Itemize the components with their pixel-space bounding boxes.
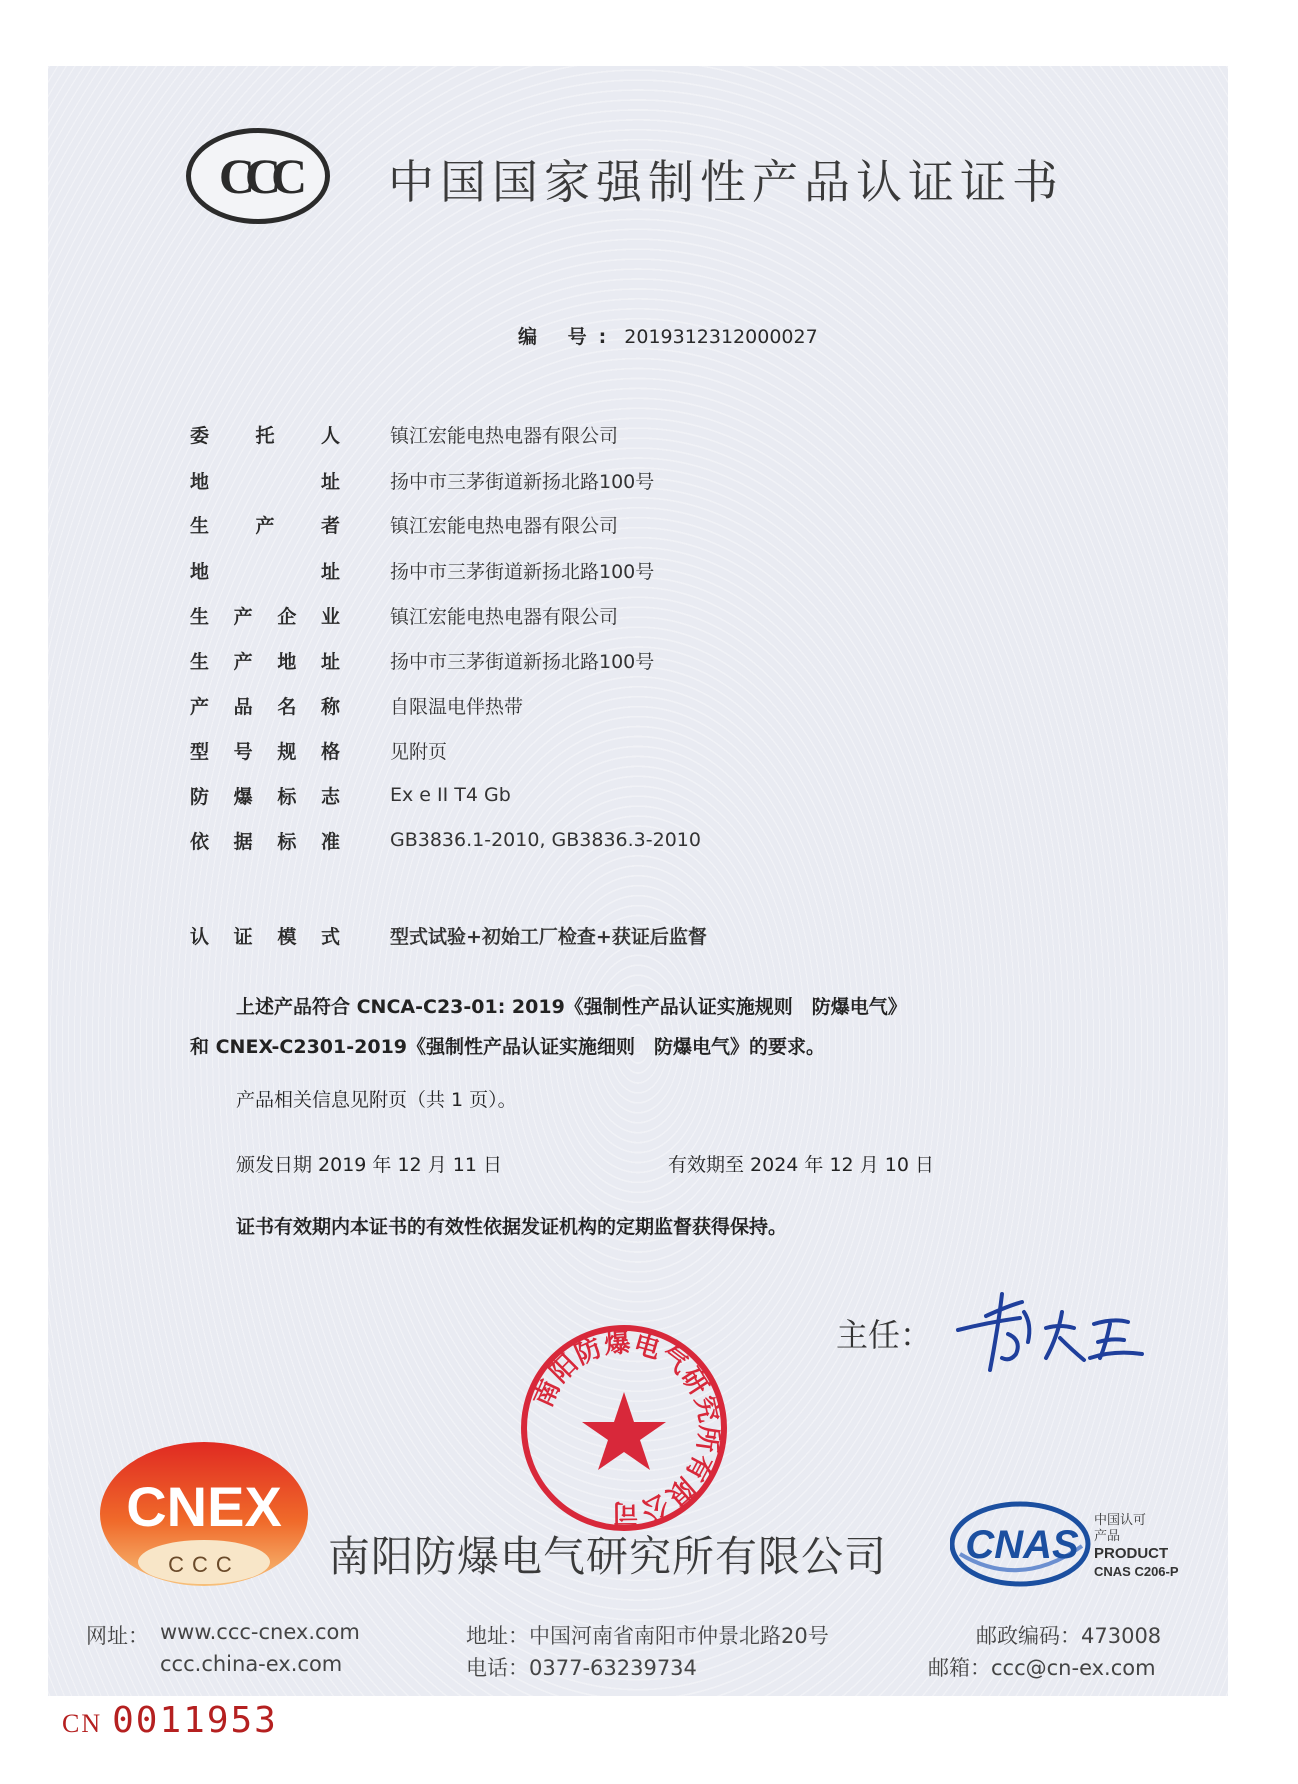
field-value: 扬中市三茅街道新扬北路100号 xyxy=(390,470,655,493)
certification-mode-row xyxy=(190,920,707,950)
cnas-cn-text-2: 产品 xyxy=(1094,1529,1121,1544)
field-value: 自限温电伴热带 xyxy=(390,695,524,718)
validity-note: 证书有效期内本证书的有效性依据发证机构的定期监督获得保持。 xyxy=(236,1216,788,1238)
field-label-char: 称 xyxy=(320,695,340,718)
field-value: 扬中市三茅街道新扬北路100号 xyxy=(390,650,655,673)
field-label xyxy=(190,737,340,764)
certificate-field-row xyxy=(190,825,701,855)
certificate-serial-number xyxy=(62,1700,278,1741)
compliance-statement-line1: 上述产品符合 CNCA-C23-01: 2019《强制性产品认证实施规则 防爆电气》 xyxy=(236,996,907,1018)
attachment-note: 产品相关信息见附页（共 1 页）。 xyxy=(236,1089,517,1111)
field-label-char: 品 xyxy=(233,695,253,718)
website-link-2[interactable]: ccc.china-ex.com xyxy=(160,1652,343,1676)
issuer-company-name: 南阳防爆电气研究所有限公司 xyxy=(328,1532,888,1581)
certificate-number-label: 编 号: xyxy=(518,326,619,348)
director-signature xyxy=(950,1288,1150,1378)
cnas-logo-text: CNAS xyxy=(965,1523,1079,1567)
cnex-logo xyxy=(98,1440,310,1588)
certificate-field-row xyxy=(190,555,654,585)
field-label-char: 址 xyxy=(320,650,340,673)
certification-mode-value: 型式试验+初始工厂检查+获证后监督 xyxy=(390,925,707,948)
field-label-char: 地 xyxy=(277,650,297,673)
certificate-field-row xyxy=(190,465,654,495)
issuer-address: 地址：中国河南省南阳市仲景北路20号 xyxy=(466,1624,829,1648)
field-label-char: 标 xyxy=(277,830,297,853)
field-label-char: 爆 xyxy=(233,785,253,808)
field-label xyxy=(190,557,340,584)
field-label-char: 号 xyxy=(233,740,253,763)
official-seal xyxy=(516,1320,732,1536)
cnas-product-text: PRODUCT xyxy=(1094,1545,1169,1562)
field-label xyxy=(190,647,340,674)
serial-prefix: CN xyxy=(62,1709,103,1738)
certificate-number-value: 2019312312000027 xyxy=(624,326,818,348)
website-link-1[interactable]: www.ccc-cnex.com xyxy=(160,1620,360,1644)
field-label-char: 志 xyxy=(320,785,340,808)
field-label-char: 规 xyxy=(277,740,297,763)
cnas-code-text: CNAS C206-P xyxy=(1094,1564,1179,1579)
field-label-char: 委 xyxy=(190,424,210,447)
field-label-char: 依 xyxy=(190,830,210,853)
field-label-char: 址 xyxy=(320,560,340,583)
field-value: 镇江宏能电热电器有限公司 xyxy=(390,424,619,447)
field-label-char: 防 xyxy=(190,785,210,808)
field-value: 见附页 xyxy=(390,740,448,763)
field-label xyxy=(190,827,340,854)
field-label-char: 生 xyxy=(190,650,210,673)
field-label-char: 名 xyxy=(277,695,297,718)
field-label-char: 地 xyxy=(190,560,210,583)
field-label xyxy=(190,602,340,629)
issue-date: 颁发日期 2019 年 12 月 11 日 xyxy=(236,1154,502,1176)
issuer-phone: 电话：0377-63239734 xyxy=(466,1656,697,1680)
certificate-title: 中国国家强制性产品认证证书 xyxy=(388,155,1064,209)
issuer-email[interactable]: 邮箱：ccc@cn-ex.com xyxy=(928,1656,1156,1680)
director-label: 主任： xyxy=(836,1316,933,1354)
field-label-char: 据 xyxy=(233,830,253,853)
field-label-char: 生 xyxy=(190,605,210,628)
serial-number: 0011953 xyxy=(112,1700,278,1741)
field-label-char: 业 xyxy=(320,605,340,628)
field-label-char: 模 xyxy=(277,925,297,948)
certificate-field-row xyxy=(190,735,447,765)
issuer-postcode: 邮政编码：473008 xyxy=(976,1624,1162,1648)
field-label xyxy=(190,782,340,809)
seal-text: 南阳防爆电气研究所有限公司 xyxy=(528,1328,724,1528)
cnas-accreditation-logo xyxy=(950,1494,1190,1594)
field-label-char: 企 xyxy=(277,605,297,628)
certificate-field-row xyxy=(190,419,618,449)
field-label-char: 标 xyxy=(277,785,297,808)
compliance-statement-line2: 和 CNEX-C2301-2019《强制性产品认证实施细则 防爆电气》的要求。 xyxy=(190,1036,826,1058)
field-value: GB3836.1-2010, GB3836.3-2010 xyxy=(390,829,701,851)
field-label-char: 产 xyxy=(233,650,253,673)
field-label-char: 人 xyxy=(320,424,340,447)
field-label-char: 证 xyxy=(233,925,253,948)
certificate-field-row xyxy=(190,780,511,810)
certificate-field-row xyxy=(190,690,523,720)
field-value: 镇江宏能电热电器有限公司 xyxy=(390,605,619,628)
certificate-number xyxy=(518,322,818,349)
field-label-char: 准 xyxy=(320,830,340,853)
ccc-mark-logo: CCC xyxy=(186,128,330,224)
certificate-field-row xyxy=(190,645,654,675)
certification-mode-label xyxy=(190,922,340,949)
field-value: 镇江宏能电热电器有限公司 xyxy=(390,514,619,537)
field-label-char: 地 xyxy=(190,470,210,493)
website-label: 网址： xyxy=(86,1624,149,1648)
field-label-char: 产 xyxy=(190,695,210,718)
certificate-field-row xyxy=(190,600,618,630)
cnex-logo-text: CNEX xyxy=(126,1475,282,1538)
field-label-char: 式 xyxy=(320,925,340,948)
field-label-char: 址 xyxy=(320,470,340,493)
field-label xyxy=(190,692,340,719)
cnex-logo-subtext: CCC xyxy=(168,1552,240,1577)
field-value: 扬中市三茅街道新扬北路100号 xyxy=(390,560,655,583)
field-label xyxy=(190,467,340,494)
field-label-char: 认 xyxy=(190,925,210,948)
field-label-char: 产 xyxy=(233,605,253,628)
field-label-char: 生 xyxy=(190,514,210,537)
valid-until-date: 有效期至 2024 年 12 月 10 日 xyxy=(668,1154,934,1176)
field-label-char: 者 xyxy=(320,514,340,537)
field-value: Ex e II T4 Gb xyxy=(390,784,511,806)
certificate-field-row xyxy=(190,509,618,539)
field-label-char: 产 xyxy=(255,514,275,537)
cnas-cn-text: 中国认可 xyxy=(1094,1513,1147,1528)
field-label xyxy=(190,511,340,538)
field-label-char: 托 xyxy=(255,424,275,447)
field-label xyxy=(190,421,340,448)
field-label-char: 型 xyxy=(190,740,210,763)
field-label-char: 格 xyxy=(320,740,340,763)
